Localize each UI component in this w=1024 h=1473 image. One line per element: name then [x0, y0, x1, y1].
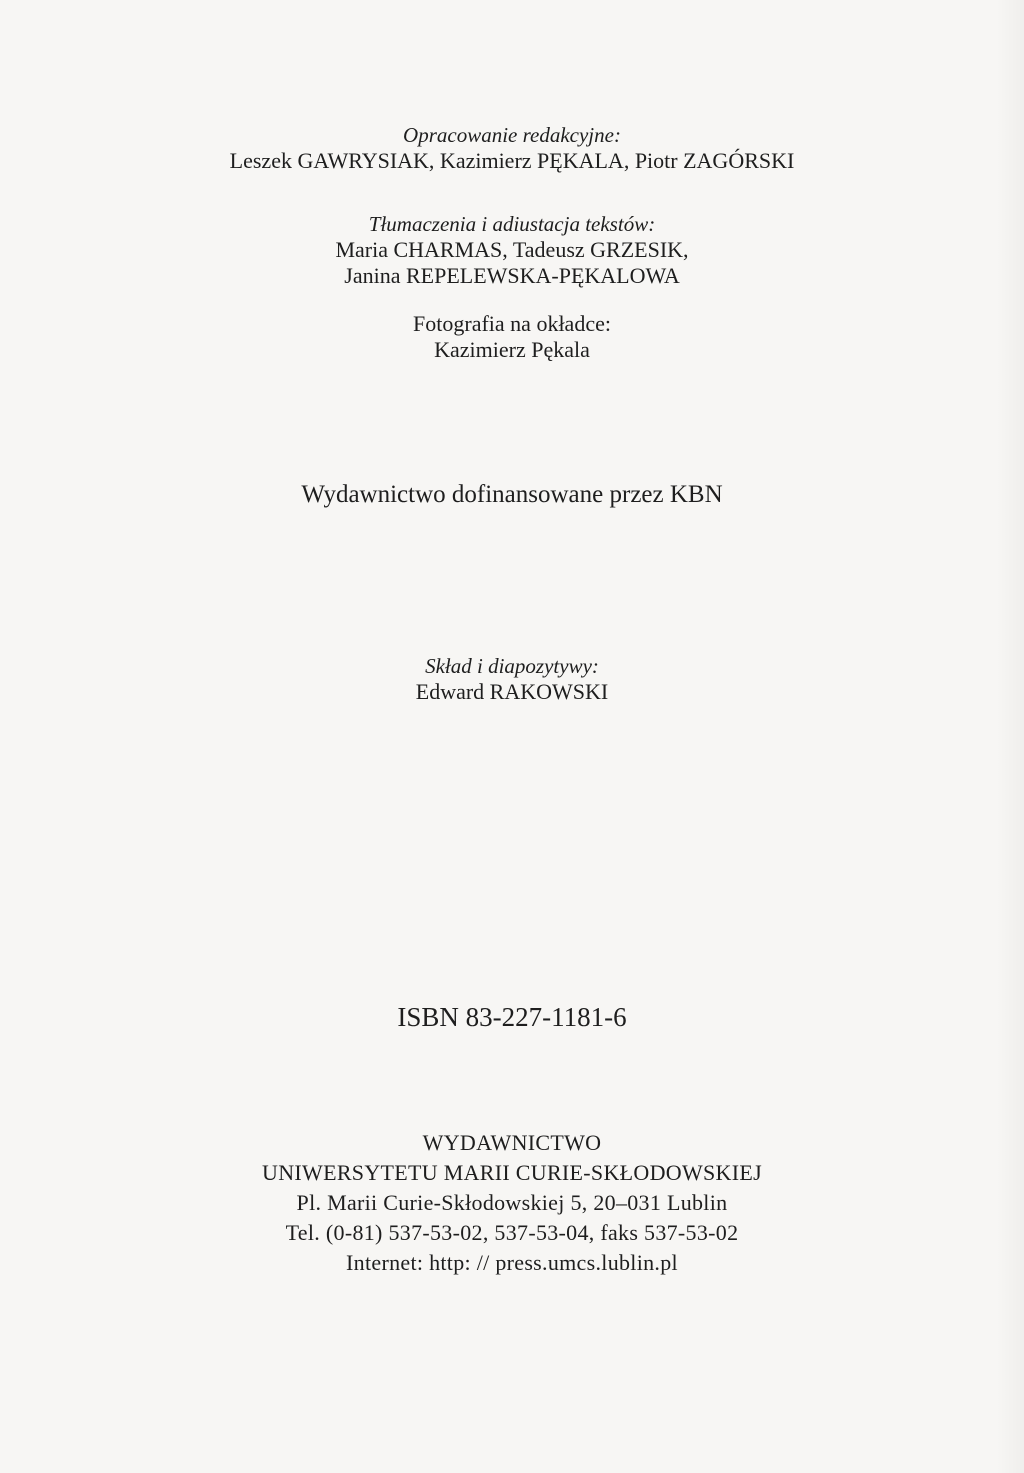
publisher-name: UNIWERSYTETU MARII CURIE-SKŁODOWSKIEJ — [262, 1160, 762, 1185]
typesetting-heading: Skład i diapozytywy: — [425, 654, 599, 678]
cover-photo-credits — [0, 311, 1024, 363]
isbn-block — [0, 1002, 1024, 1032]
isbn-number: ISBN 83-227-1181-6 — [397, 1002, 627, 1032]
typesetting-name: Edward RAKOWSKI — [415, 679, 609, 704]
funding-text: Wydawnictwo dofinansowane przez KBN — [301, 481, 723, 508]
typesetting-credits — [0, 653, 1024, 705]
publisher-address: Pl. Marii Curie-Skłodowskiej 5, 20–031 Lublin — [296, 1190, 728, 1215]
translation-names-line1: Maria CHARMAS, Tadeusz GRZESIK, — [335, 237, 689, 262]
photo-name: Kazimierz Pękala — [434, 337, 590, 362]
funding-note — [0, 480, 1024, 510]
translation-heading: Tłumaczenia i adiustacja tekstów: — [368, 212, 656, 236]
editorial-credits — [0, 122, 1024, 174]
publisher-internet: Internet: http: // press.umcs.lublin.pl — [346, 1250, 678, 1275]
editorial-heading: Opracowanie redakcyjne: — [403, 123, 621, 147]
editorial-names: Leszek GAWRYSIAK, Kazimierz PĘKALA, Piotr ZAGÓRSKI — [229, 148, 795, 173]
publisher-phone: Tel. (0-81) 537-53-02, 537-53-04, faks 537-53-02 — [285, 1220, 739, 1245]
translation-names-line2: Janina REPELEWSKA-PĘKALOWA — [344, 263, 680, 288]
publisher-line1: WYDAWNICTWO — [422, 1130, 602, 1155]
publisher-info — [0, 1128, 1024, 1278]
translation-credits — [0, 211, 1024, 289]
photo-heading: Fotografia na okładce: — [413, 311, 611, 336]
